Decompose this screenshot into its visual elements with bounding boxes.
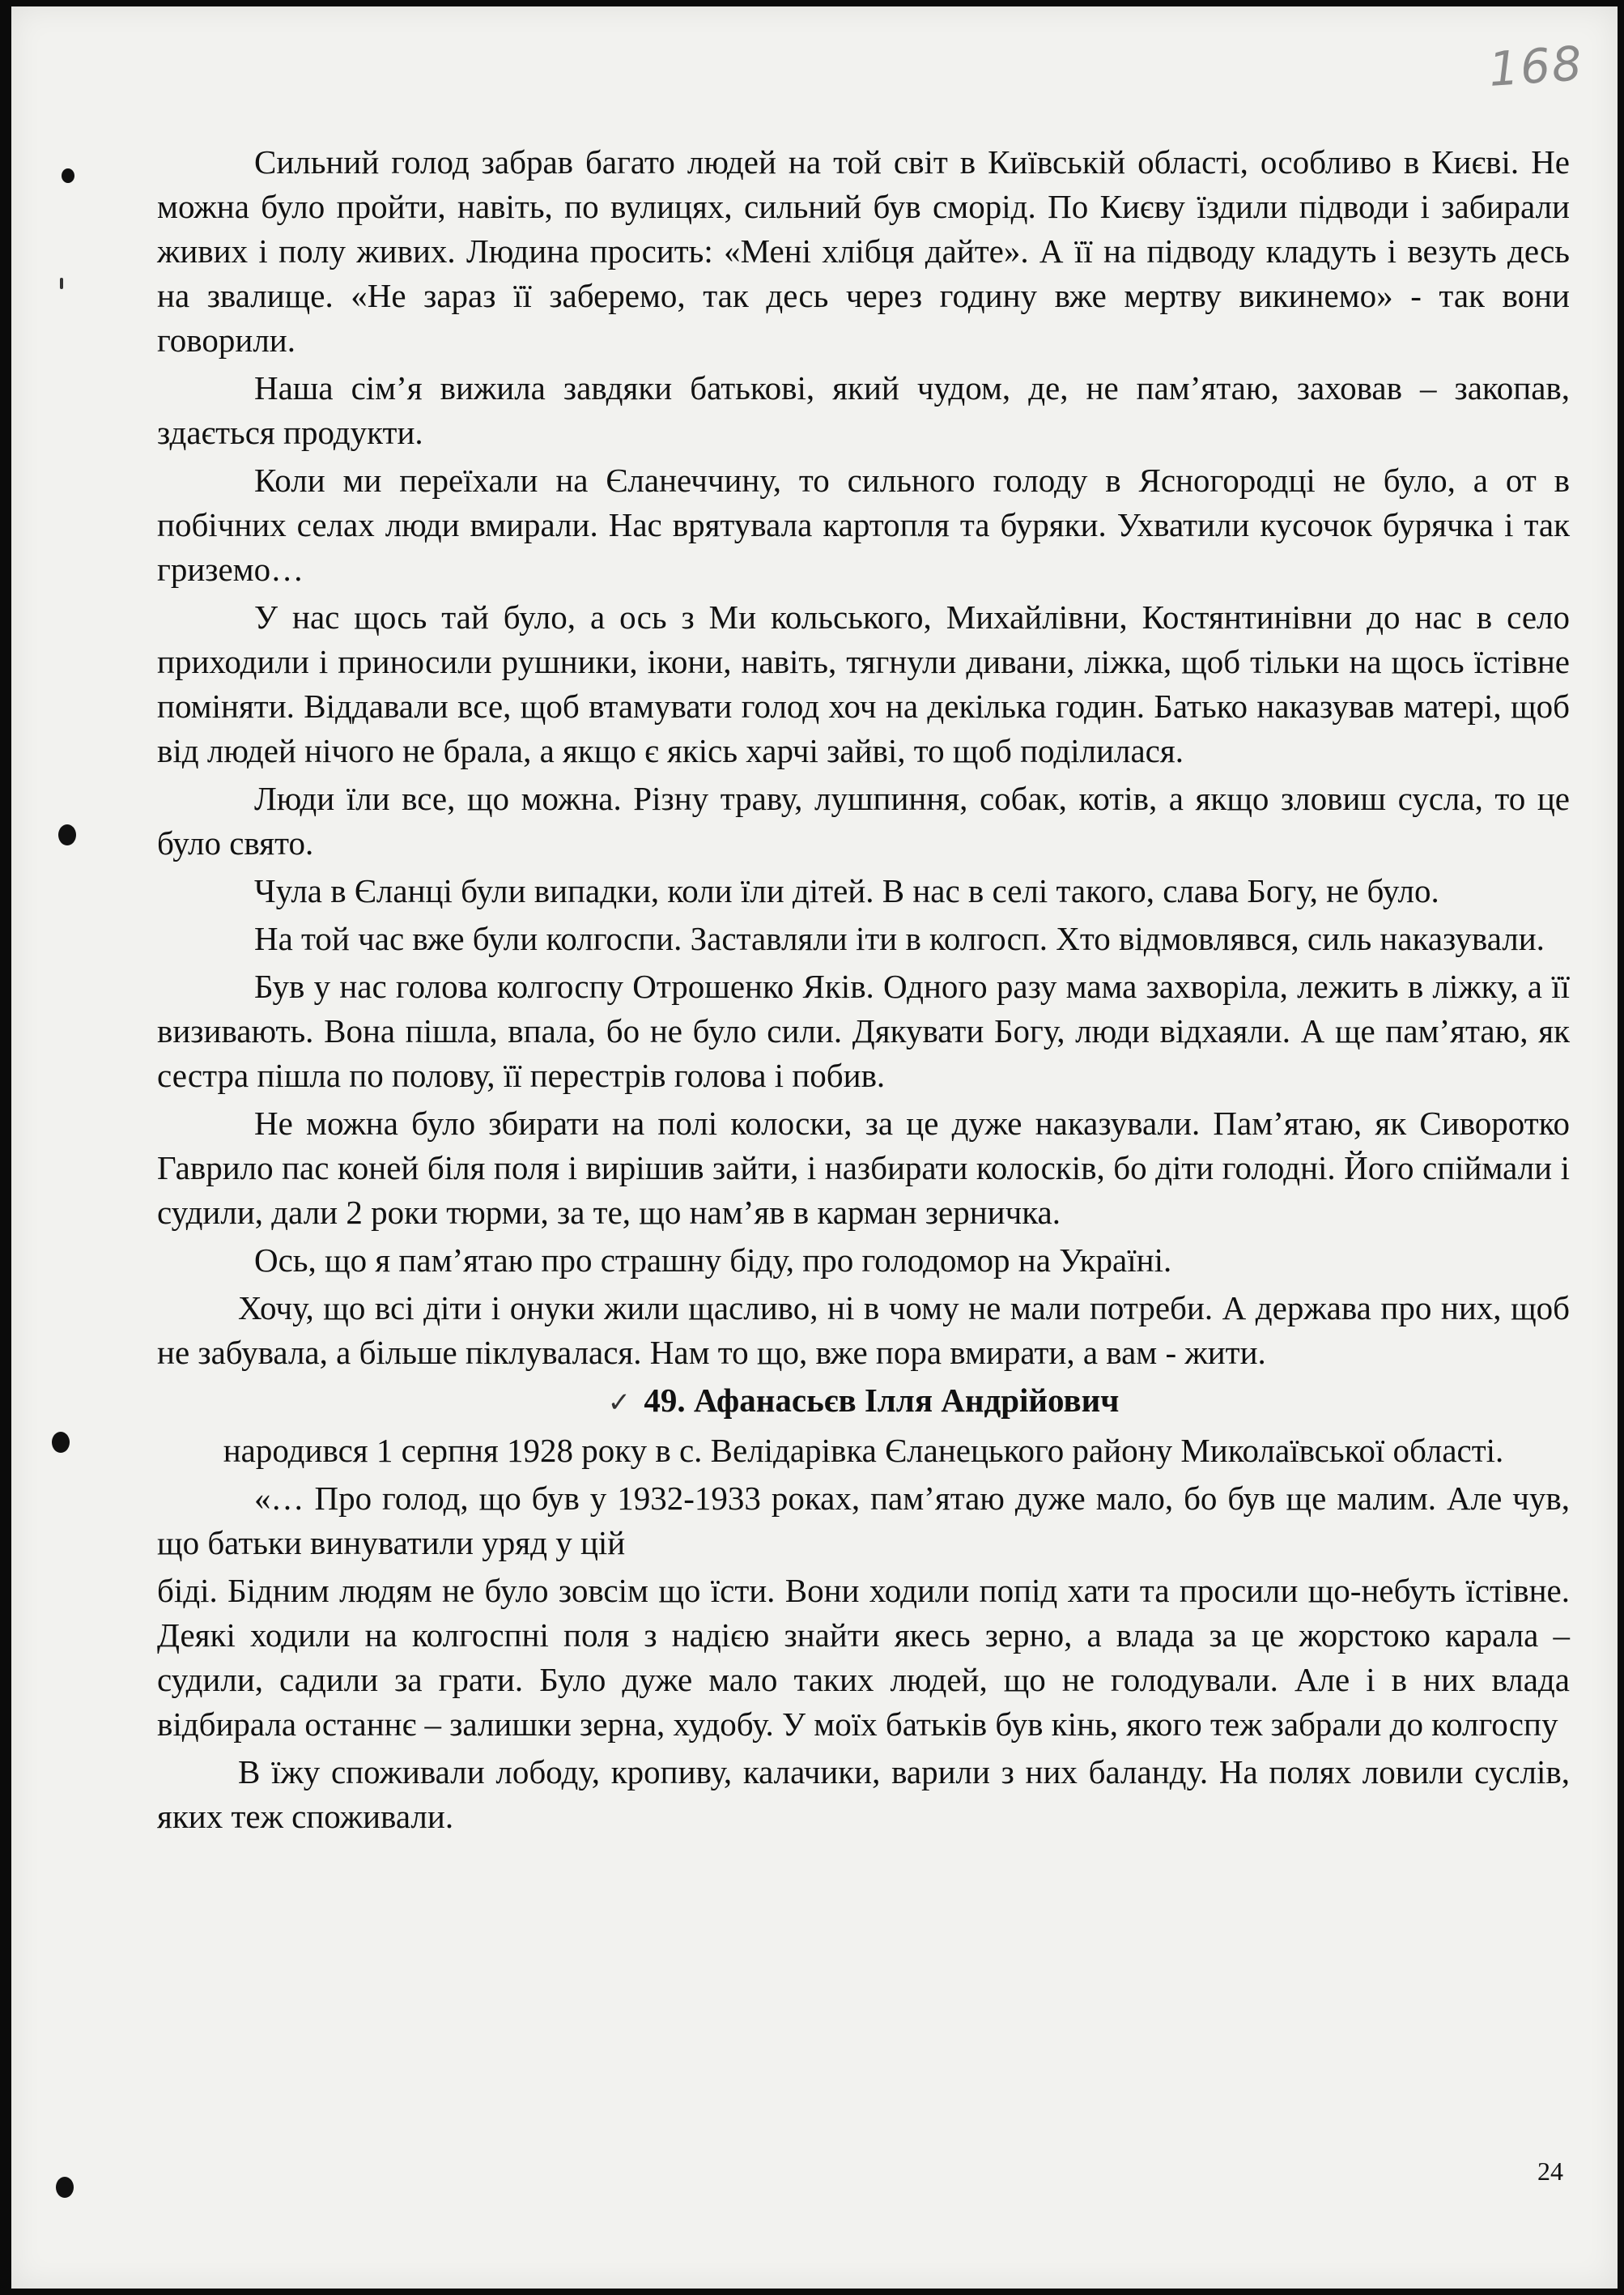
- page-number: 24: [1537, 2157, 1563, 2186]
- punch-hole: [52, 1432, 70, 1453]
- entry-heading: ✓ 49. Афанасьєв Ілля Андрійович: [607, 1382, 1120, 1419]
- entry-name: Афанасьєв Ілля Андрійович: [693, 1382, 1120, 1419]
- document-body: [157, 140, 1570, 1842]
- paragraph: На той час вже були колгоспи. Заставляли іти в колгосп. Хто відмовлявся, силь наказували.: [254, 920, 1545, 957]
- paragraph: Не можна було збирати на полі колоски, за це дуже наказували. Пам’ятаю, як Сиворотко Гаврило пас коней біля поля і вирішив зайти, і назбирати колосків, бо діти голодні. Його спіймали і судили, дали 2 роки тюрми, за те, що нам’яв в карман зерничка.: [157, 1105, 1570, 1231]
- entry-paragraph: В їжу споживали лободу, кропиву, калачики, варили з них баланду. На полях ловили суслів, яких теж споживали.: [157, 1753, 1570, 1835]
- entry-paragraph: біді. Бідним людям не було зовсім що їсти. Вони ходили попід хати та просили що-небуть їстівне. Деякі ходили на колгоспні поля з надією знайти якесь зерно, а влада за це жорстоко карала – судили, садили за грати. Було дуже мало таких людей, що не голодували. Але і в них влада відбирала останнє – залишки зерна, худобу. У моїх батьків був кінь, якого теж забрали до колгоспу: [157, 1572, 1570, 1743]
- margin-mark: [60, 278, 63, 289]
- check-mark-icon: ✓: [607, 1388, 631, 1418]
- paragraph: Наша сім’я вижила завдяки батькові, який чудом, де, не пам’ятаю, заховав – закопав, здається продукти.: [157, 369, 1570, 451]
- paragraph: Чула в Єланці були випадки, коли їли дітей. В нас в селі такого, слава Богу, не було.: [254, 872, 1439, 909]
- archive-folio-number: 168: [1486, 36, 1585, 97]
- paragraph: Був у нас голова колгоспу Отрошенко Яків. Одного разу мама захворіла, лежить в ліжку, а її визивають. Вона пішла, впала, бо не було сили. Дякувати Богу, люди відхаяли. А ще пам’ятаю, як сестра пішла по полову, її перестрів голова і побив.: [157, 968, 1570, 1094]
- punch-hole: [58, 824, 76, 845]
- entry-number: 49: [644, 1382, 678, 1419]
- paragraph: Люди їли все, що можна. Різну траву, лушпиння, собак, котів, а якщо зловиш сусла, то це було свято.: [157, 780, 1570, 862]
- punch-hole: [56, 2177, 74, 2198]
- closing-paragraph: Хочу, що всі діти і онуки жили щасливо, ні в чому не мали потреби. А держава про них, щоб не забувала, а більше піклувалася. Нам то що, вже пора вмирати, а вам - жити.: [157, 1289, 1570, 1371]
- paragraph: Ось, що я пам’ятаю про страшну біду, про голодомор на Україні.: [254, 1241, 1172, 1279]
- paragraph: У нас щось тай було, а ось з Ми кольського, Михайлівни, Костянтинівни до нас в село приходили і приносили рушники, ікони, навіть, тягнули дивани, ліжка, щоб тільки на щось їстівне поміняти. Віддавали все, щоб втамувати голод хоч на декілька годин. Батько наказував матері, щоб від людей нічого не брала, а якщо є якісь харчі зайві, то щоб поділилася.: [157, 598, 1570, 769]
- punch-hole: [62, 168, 74, 183]
- document-page: [11, 6, 1618, 2289]
- paragraph: Сильний голод забрав багато людей на той світ в Київській області, особливо в Києві. Не можна було пройти, навіть, по вулицях, сильний був сморід. По Києву їздили підводи і забирали живих і полу живих. Людина просить: «Мені хлібця дайте». А її на підводу кладуть і везуть десь на звалище. «Не зараз її заберемо, так десь через годину вже мертву викинемо» - так вони говорили.: [157, 143, 1570, 359]
- entry-paragraph: «… Про голод, що був у 1932-1933 роках, пам’ятаю дуже мало, бо був ще малим. Але чув, що батьки винуватили уряд у цій: [157, 1480, 1570, 1561]
- entry-birth-info: народився 1 серпня 1928 року в с. Велідарівка Єланецького району Миколаївської області.: [223, 1432, 1504, 1469]
- paragraph: Коли ми переїхали на Єланеччину, то сильного голоду в Ясногородці не було, а от в побічних селах люди вмирали. Нас врятувала картопля та буряки. Ухватили кусочок бурячка і так гриземо…: [157, 462, 1570, 588]
